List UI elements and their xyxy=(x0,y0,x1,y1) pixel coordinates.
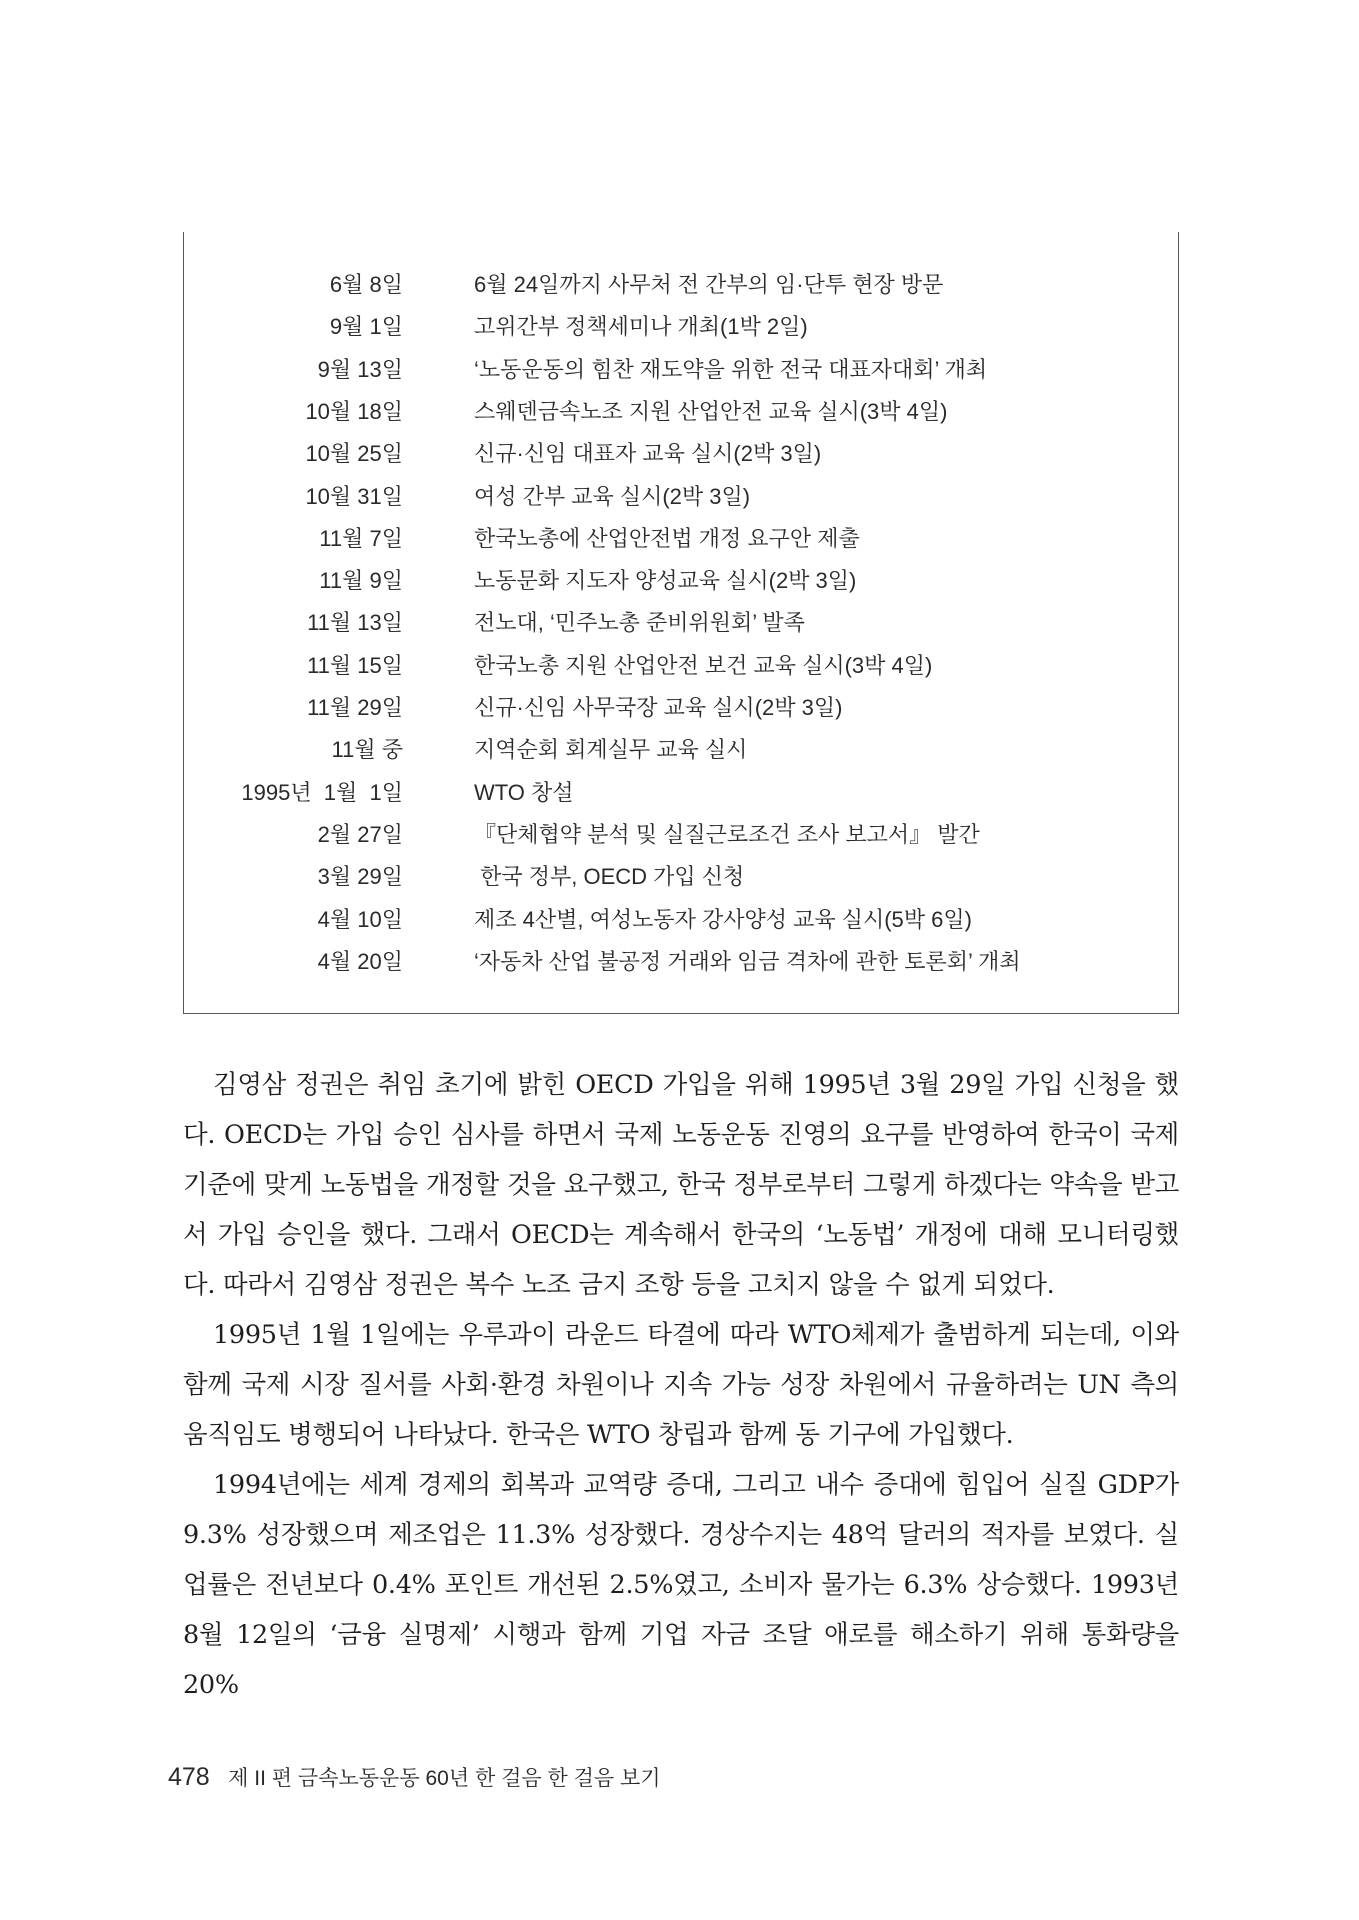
timeline-row xyxy=(184,480,1178,522)
timeline-row xyxy=(184,733,1178,775)
timeline-event: 여성 간부 교육 실시(2박 3일) xyxy=(474,483,751,509)
timeline-row xyxy=(184,691,1178,733)
timeline-event: 한국노총에 산업안전법 개정 요구안 제출 xyxy=(474,525,860,551)
timeline-row xyxy=(184,776,1178,818)
timeline-row xyxy=(184,860,1178,902)
timeline-event: 한국노총 지원 산업안전 보건 교육 실시(3박 4일) xyxy=(474,652,933,678)
paragraph-1: 김영삼 정권은 취임 초기에 밝힌 OECD 가입을 위해 1995년 3월 29일 가입 신청을 했다. OECD는 가입 승인 심사를 하면서 국제 노동운동 진영의 요구를 반영하여 한국이 국제 기준에 맞게 노동법을 개정할 것을 요구했고, 한국 정부로부터 그렇게 하겠다는 약속을 받고서 가입 승인을 했다. 그래서 OECD는 계속해서 한국의 ‘노동법’ 개정에 대해 모니터링했다. 따라서 김영삼 정권은 복수 노조 금지 조항 등을 고치지 않을 수 없게 되었다. xyxy=(183,1070,1179,1300)
timeline-event: 노동문화 지도자 양성교육 실시(2박 3일) xyxy=(474,568,857,594)
timeline-row xyxy=(184,606,1178,648)
timeline-event: ‘노동운동의 힘찬 재도약을 위한 전국 대표자대회’ 개최 xyxy=(474,356,988,382)
timeline-date: 10월 25일 xyxy=(305,441,403,467)
timeline-date: 2월 27일 xyxy=(317,821,403,847)
timeline-event: WTO 창설 xyxy=(474,779,574,805)
paragraph-2: 1995년 1월 1일에는 우루과이 라운드 타결에 따라 WTO체제가 출범하게 되는데, 이와 함께 국제 시장 질서를 사회·환경 차원이나 지속 가능 성장 차원에서 규율하려는 UN 측의 움직임도 병행되어 나타났다. 한국은 WTO 창립과 함께 동 기구에 가입했다. xyxy=(183,1320,1179,1450)
timeline-date: 4월 10일 xyxy=(317,906,403,932)
timeline-row xyxy=(184,310,1178,352)
timeline-event: 제조 4산별, 여성노동자 강사양성 교육 실시(5박 6일) xyxy=(474,906,972,932)
timeline-event: 6월 24일까지 사무처 전 간부의 임·단투 현장 방문 xyxy=(474,272,944,297)
timeline-date: 11월 15일 xyxy=(307,652,403,678)
timeline-event: 한국 정부, OECD 가입 신청 xyxy=(474,864,745,890)
timeline-row xyxy=(184,945,1178,987)
timeline-event: ‘자동차 산업 불공정 거래와 임금 격차에 관한 토론회’ 개최 xyxy=(474,948,1021,974)
timeline-row xyxy=(184,437,1178,479)
timeline-date: 11월 13일 xyxy=(307,610,403,636)
timeline-event: 『단체협약 분석 및 실질근로조건 조사 보고서』 발간 xyxy=(474,821,980,847)
body-text xyxy=(183,1060,1179,1710)
timeline-date: 11월 29일 xyxy=(307,695,403,720)
timeline-date: 6월 8일 xyxy=(329,272,403,297)
timeline-row xyxy=(184,903,1178,945)
timeline-row xyxy=(184,522,1178,564)
timeline-date: 11월 7일 xyxy=(319,525,403,551)
timeline-date: 11월 중 xyxy=(331,737,403,763)
timeline-row xyxy=(184,564,1178,606)
timeline-row xyxy=(184,353,1178,395)
timeline-box xyxy=(183,232,1179,1014)
timeline-date: 10월 31일 xyxy=(305,483,403,509)
running-title: 제 II 편 금속노동운동 60년 한 걸음 한 걸음 보기 xyxy=(228,1767,661,1790)
page-number: 478 xyxy=(168,1763,210,1791)
timeline-date: 9월 13일 xyxy=(317,356,403,382)
timeline-event: 신규·신임 사무국장 교육 실시(2박 3일) xyxy=(474,695,843,720)
timeline-event: 고위간부 정책세미나 개최(1박 2일) xyxy=(474,314,808,340)
timeline-event: 신규·신임 대표자 교육 실시(2박 3일) xyxy=(474,441,822,467)
timeline-date: 4월 20일 xyxy=(317,948,403,974)
timeline-row xyxy=(184,395,1178,437)
timeline-date: 1995년 1월 1일 xyxy=(241,779,403,805)
timeline-row xyxy=(184,649,1178,691)
timeline-event: 지역순회 회계실무 교육 실시 xyxy=(474,737,748,763)
timeline-row xyxy=(184,268,1178,310)
timeline-date: 9월 1일 xyxy=(329,314,403,340)
timeline-event: 전노대, ‘민주노총 준비위원회’ 발족 xyxy=(474,610,805,636)
paragraph-3: 1994년에는 세계 경제의 회복과 교역량 증대, 그리고 내수 증대에 힘입어 실질 GDP가 9.3% 성장했으며 제조업은 11.3% 성장했다. 경상수지는 48억 달러의 적자를 보였다. 실업률은 전년보다 0.4% 포인트 개선된 2.5%였고, 소비자 물가는 6.3% 상승했다. 1993년 8월 12일의 ‘금융 실명제’ 시행과 함께 기업 자금 조달 애로를 해소하기 위해 통화량을 20% xyxy=(183,1470,1179,1700)
page-footer xyxy=(168,1762,661,1792)
timeline-event: 스웨덴금속노조 지원 산업안전 교육 실시(3박 4일) xyxy=(474,398,948,424)
timeline-date: 10월 18일 xyxy=(305,398,403,424)
timeline-date: 11월 9일 xyxy=(319,568,403,594)
timeline-row xyxy=(184,818,1178,860)
timeline-date: 3월 29일 xyxy=(317,864,403,890)
